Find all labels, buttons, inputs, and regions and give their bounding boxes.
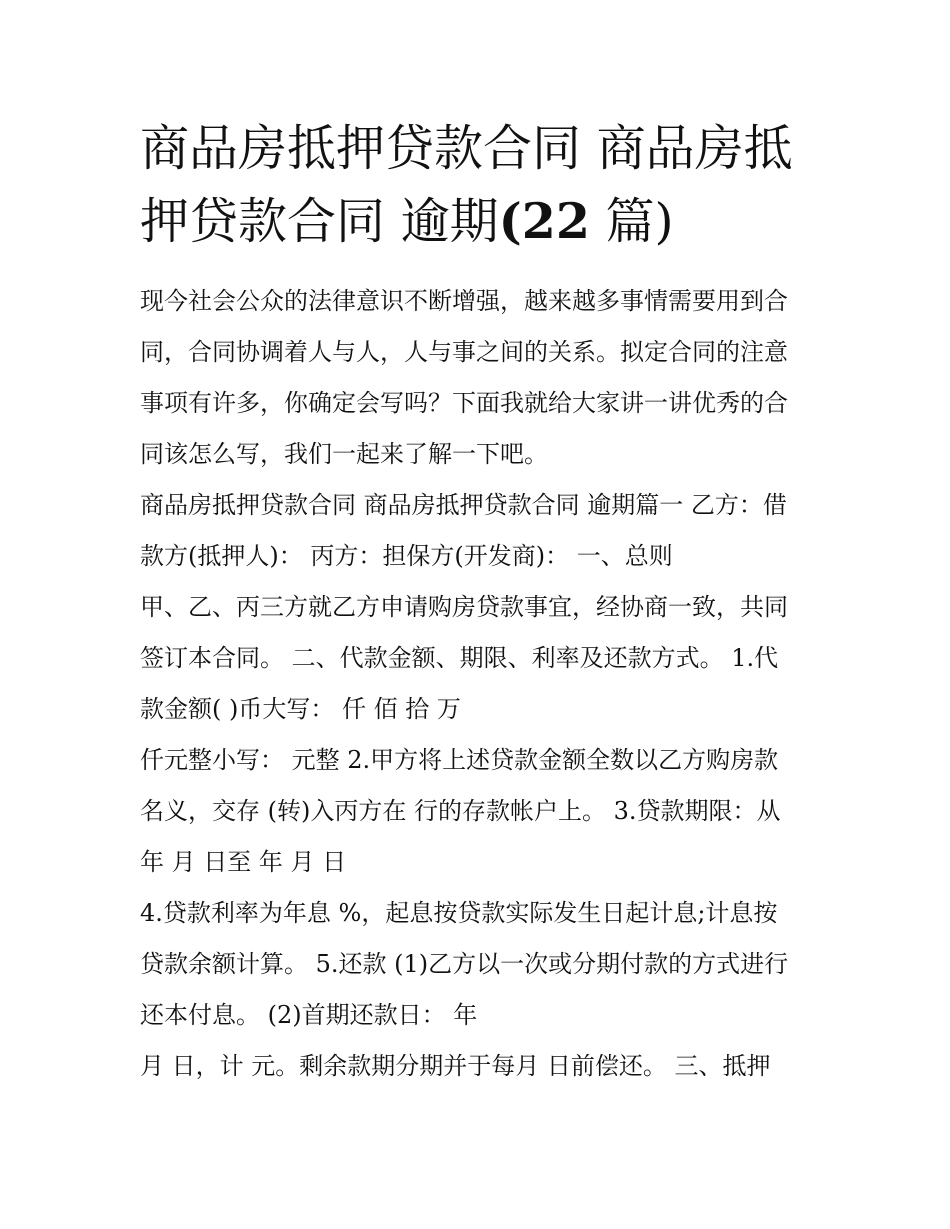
body-line: 4.贷款利率为年息 %，起息按贷款实际发生日起计息;计息按: [140, 899, 778, 927]
title-line-2: 押贷款合同 逾期: [140, 193, 499, 250]
title-line-1: 商品房抵押贷款合同 商品房抵: [140, 120, 793, 177]
body-line: 款方(抵押人)： 丙方：担保方(开发商)： 一、总则: [140, 542, 673, 570]
document-body: [140, 276, 830, 1092]
body-line: 签订本合同。 二、代款金额、期限、利率及还款方式。 1.代: [140, 644, 779, 672]
body-line: 款金额( )币大写： 仟 佰 拾 万: [140, 695, 461, 723]
body-line: 事项有许多，你确定会写吗？下面我就给大家讲一讲优秀的合: [140, 389, 788, 417]
body-line: 年 月 日至 年 月 日: [140, 848, 347, 876]
body-line: 商品房抵押贷款合同 商品房抵押贷款合同 逾期篇一 乙方：借: [140, 491, 787, 519]
title-count-suffix: 篇): [589, 193, 674, 250]
body-line: 同，合同协调着人与人，人与事之间的关系。拟定合同的注意: [140, 338, 788, 366]
body-line: 仟元整小写： 元整 2.甲方将上述贷款金额全数以乙方购房款: [140, 746, 779, 774]
body-line: 现今社会公众的法律意识不断增强，越来越多事情需要用到合: [140, 287, 788, 315]
body-line: 甲、乙、丙三方就乙方申请购房贷款事宜，经协商一致，共同: [140, 593, 788, 621]
body-line: 还本付息。 (2)首期还款日： 年: [140, 1001, 478, 1029]
document-title: [140, 112, 830, 258]
body-line: 贷款余额计算。 5.还款 (1)乙方以一次或分期付款的方式进行: [140, 950, 789, 978]
title-count-number: (22: [498, 192, 590, 250]
body-line: 同该怎么写，我们一起来了解一下吧。: [140, 440, 548, 468]
body-line: 月 日，计 元。剩余款期分期并于每月 日前偿还。 三、抵押: [140, 1052, 771, 1080]
body-line: 名义，交存 (转)入丙方在 行的存款帐户上。 3.贷款期限：从: [140, 797, 781, 825]
